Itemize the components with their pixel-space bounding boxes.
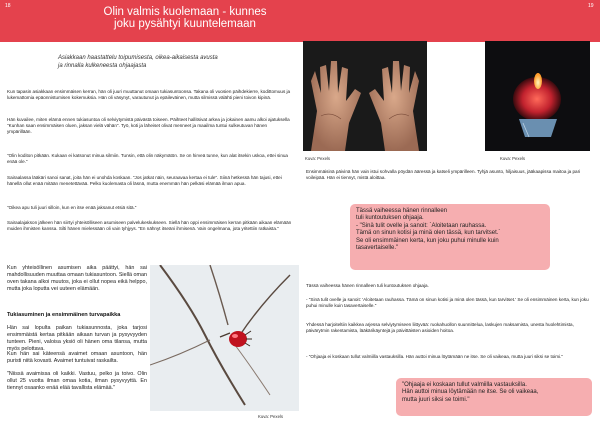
pullquote-line: Tämä on sinun kotisi ja minä olen tässä, kun tarvitset.´ [356,230,501,237]
page-number-left: 18 [5,3,11,9]
pullquote-line: tasavertaiselle." [356,245,399,252]
paragraph-community-housing: Sairaalajakson jälkeen hän siirtyi yhteisölliseen asumiseen palvelukeskukseen. Siellä hän oppi ensimmäisen kerran pitkään aikaan elämään muiden ihmisten kanssa. Silti hänen mielessään oli vain tyhjyys. "En nähnyt itseäni ihmisenä. Vain ongelmana, jota yritettiin ratkaista." [7,220,292,231]
paragraph-intro: Kun tapasin asiakkaan ensimmäisen kerran, hän oli juuri muuttanut omaan tukiasuntoonsa. Takana oli vuosien päihdekierre, kodittomuus ja lukemattomia epäonnistumisen kokemuksia. Hän oli väsynyt, varautunut ja epäileväinen, mutta silmissä välähti pieni toivon kipinä. [7,89,291,100]
paragraph-quote-answers: - "Ohjaaja ei koskaan tullut valmiilla vastauksilla. Hän auttoi minua löytämään ne itse. Se oli vaikeaa, mutta juuri siksi se toimi." [306,354,564,359]
pullquote-line: "Ohjaaja ei koskaan tullut valmiilla vastauksilla. [402,382,527,388]
section-heading: Tukiasuminen ja ensimmäinen turvapaikka [7,312,121,318]
caption-hands: Kuva: Pexels [305,156,331,161]
pullquote-line: Se oli ensimmäinen kerta, kun joku puhui minulle kuin [356,237,499,244]
paragraph-quote-homeless: "Olin koditon pitkään. Kukaan ei katsonut minua silmiin. Tunsin, että olin näkymätön. Se on hirveä tunne, kun alat itsekin uskoa, ettei sinua enää ole." [7,153,288,164]
page-number-right: 19 [588,3,594,9]
title-line-2: joku pysähtyi kuuntelemaan [114,18,256,30]
paragraph-quote-keys: "Niissä avaimissa oli kaikki. Vastuu, pelko ja toivo. Olin ollut 25 vuotta ilman omaa kotia, ilman pysyvyyttä. En tiennyt osaanko enää elää tavallista elämää." [7,371,147,391]
pullquote-line: Tässä vaiheessa hänen rinnalleen [356,208,448,214]
paragraph-quote-help: "Oikea apu tuli juuri silloin, kun en itse enää jaksanut etsiä sitä." [7,205,137,210]
title-line-1: Olin valmis kuolemaan - kunnes [103,6,267,18]
article-title [70,6,300,30]
article-subtitle [58,55,273,70]
paragraph-hospital: Sairaalassa lääkäri sanoi sanat, joita hän ei unohda koskaan. "Jos jatkat näin, seuraavaa kertaa ei tule". Siinä hetkessä hän tajusi, ettei hänellä ollut enää mitään menetettävää. Pelko kuolemasta oli läsnä, mutta enemmän hän pelkäsi elämää ilman apua. [7,175,282,186]
pullquote-line: mutta juuri siksi se toimi." [402,396,470,403]
paragraph-keys: Kun hän sai käteensä avaimet omaan asuntoon, hän puristi niitä kovasti. Avaimet tuntuivat raskailta. [7,351,147,364]
pullquote-box-2 [396,378,592,416]
pullquote-box-1 [350,204,550,270]
pullquote-line: tuli kuntoutuksen ohjaaja. [356,215,424,222]
paragraph-move-out: Kun yhteisöllinen asumisen aika päättyi, hän sai mahdollisuuden muuttaa omaan tukiasuntoon. Siellä oman oven takana alkoi muutos, joka ei ollut nopea eikä helppo, mutta joka loputta vei uuteen elämään. [7,265,147,292]
pullquote-line: Hän auttoi minua löytämään ne itse. Se oli vaikeaa, [402,389,539,396]
paragraph-quote-door: - "Sinä tulit ovelle ja sanoit: 'Aloitetaan rauhassa. Tämä on sinun kotisi ja minä olen tässä, kun tarvitset.' Se oli ensimmäinen kerta, kun joku puhui minulle kuin tasavertaiselle." [306,297,589,308]
candle-photo [485,41,590,151]
paragraph-new-home: Hän sai lopulta paikan tukiasunnosta, joka tarjosi ensimmäistä kertaa pitkään aikaan turvan ja pysyvyyden tunteen. Pieni, valoisa yksiö oli hänen oma tilansa, mutta myös pelottava. [7,325,147,352]
caption-rosehip: Kuva: Pexels [258,414,284,419]
paragraph-practice: Yhdessä harjoiteltiin kaikkea arjessa selviytymiseen liittyvää: ruokahuollon suunnittelua, laskujen maksamista, unesta huolehtimista, päivärytmin rakentamista, lääkärikäyntejä ja päivittäisten asioiden hoitoa. [306,322,574,333]
paragraph-counselor: Tässä vaiheessa hänen rinnalleen tuli kuntoutuksen ohjaaja. [306,283,429,288]
caption-candle: Kuva: Pexels [500,156,526,161]
pullquote-line: - "Sinä tulit ovelle ja sanoit: ´Aloitetaan rauhassa. [356,222,487,229]
subtitle-line-2: ja rinnalla kulkeneesta ohjaajasta [58,62,147,69]
paragraph-life-before: Hän kuvailee, miten elämä ennen tukiasuntoa oli selviytymistä päivästä toiseen. Päihteet hallitsivat arkea ja jokainen aamu alkoi ajatuksella "Kunhan saan ensimmäisen oluen, jaksan vielä vähän". Työ, koti ja läheiset olivat menneet ja maailma tuntui sulkeutuvan hänen ympärillään. [7,117,290,134]
hands-photo [303,41,427,151]
subtitle-line-1: Asiakkaan haastattelu toipumisesta, oikea-aikaisesta avusta [58,55,218,61]
rosehip-photo [150,265,299,411]
paragraph-first-days: Ensimmäisinä päivinä hän vain istui sohvalla pöydän ääressä ja katseli ympärilleen. Tyhjä asunto, hiljaisuus, jääkaapissa maitoa ja pari voileipää. Hän ei tiennyt, mistä aloittaa. [306,169,581,180]
